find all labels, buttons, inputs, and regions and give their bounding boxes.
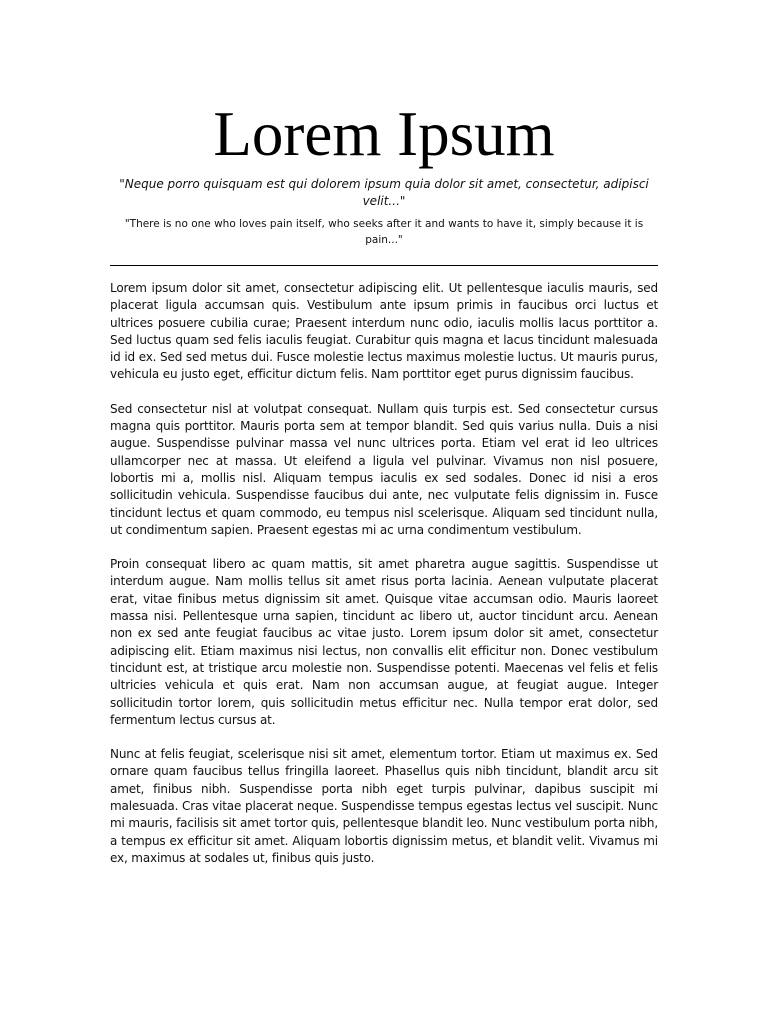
paragraph: Sed consectetur nisl at volutpat consequat. Nullam quis turpis est. Sed consectetur cursus magna quis porttitor. Mauris porta sem at tempor blandit. Sed quis varius nulla. Duis a nisi augue. Suspendisse pulvinar massa vel nunc ultrices porta. Etiam vel erat id leo ultrices ullamcorper nec at massa. Ut eleifend a ligula vel pulvinar. Vivamus non nisl posuere, lobortis mi a, mollis nisl. Aliquam tempus iaculis ex sed sodales. Donec id nisi a eros sollicitudin vehicula. Suspendisse faucibus dui ante, nec vulputate felis dignissim in. Fusce tincidunt lectus et quam commodo, eu tempus nisl scelerisque. Aliquam sed tincidunt nulla, ut condimentum sapien. Praesent egestas mi ac urna condimentum vestibulum. — [110, 401, 658, 537]
horizontal-divider — [110, 265, 658, 266]
paragraph: Proin consequat libero ac quam mattis, sit amet pharetra augue sagittis. Suspendisse ut interdum augue. Nam mollis tellus sit amet risus porta lacinia. Aenean vulputate placerat erat, vitae finibus metus dignissim sit amet. Quisque vitae accumsan odio. Mauris laoreet massa nisi. Pellentesque urna sapien, tincidunt ac libero ut, auctor tincidunt arcu. Aenean non ex sed ante feugiat faucibus ac vitae justo. Lorem ipsum dolor sit amet, consectetur adipiscing elit. Etiam maximus nisi lectus, non convallis elit efficitur non. Donec vestibulum tincidunt est, at tristique arcu molestie non. Suspendisse potenti. Maecenas vel felis et felis ultricies vehicula et quis erat. Nam non accumsan augue, at feugiat augue. Integer sollicitudin tortor lorem, quis sollicitudin metus efficitur nec. Nulla tempor erat dolor, sed fermentum lectus cursus at. — [110, 557, 658, 727]
paragraph: Lorem ipsum dolor sit amet, consectetur adipiscing elit. Ut pellentesque iaculis mauris, sed placerat ligula accumsan quis. Vestibulum ante ipsum primis in faucibus orci luctus et ultrices posuere cubilia curae; Praesent interdum nunc odio, iaculis mollis lacus porttitor a. Sed luctus quam sed felis iaculis feugiat. Curabitur quis magna et lacus tincidunt malesuada id id ex. Sed sed metus dui. Fusce molestie lectus maximus molestie luctus. Ut mauris purus, vehicula eu justo eget, efficitur dictum felis. Nam porttitor eget purus dignissim faucibus. — [110, 281, 658, 382]
body-text — [110, 280, 658, 867]
paragraph: Nunc at felis feugiat, scelerisque nisi sit amet, elementum tortor. Etiam ut maximus ex. Sed ornare quam faucibus tellus fringilla laoreet. Phasellus quis nibh tincidunt, blandit arcu sit amet, finibus nibh. Suspendisse porta nibh eget turpis pulvinar, dapibus suscipit mi malesuada. Cras vitae placerat neque. Suspendisse tempus egestas lectus vel suscipit. Nunc mi mauris, facilisis sit amet tortor quis, pellentesque blandit leo. Nunc vestibulum porta nibh, a tempus ex efficitur sit amet. Aliquam lobortis dignissim metus, et blandit velit. Vivamus mi ex, maximus at sodales ut, finibus quis justo. — [110, 747, 658, 865]
latin-quote: "Neque porro quisquam est qui dolorem ipsum quia dolor sit amet, consectetur, adipisci velit..." — [119, 177, 649, 208]
document-page — [110, 0, 658, 884]
english-quote: "There is no one who loves pain itself, who seeks after it and wants to have it, simply because it is pain..." — [124, 218, 644, 246]
page-title: Lorem Ipsum — [213, 99, 555, 169]
